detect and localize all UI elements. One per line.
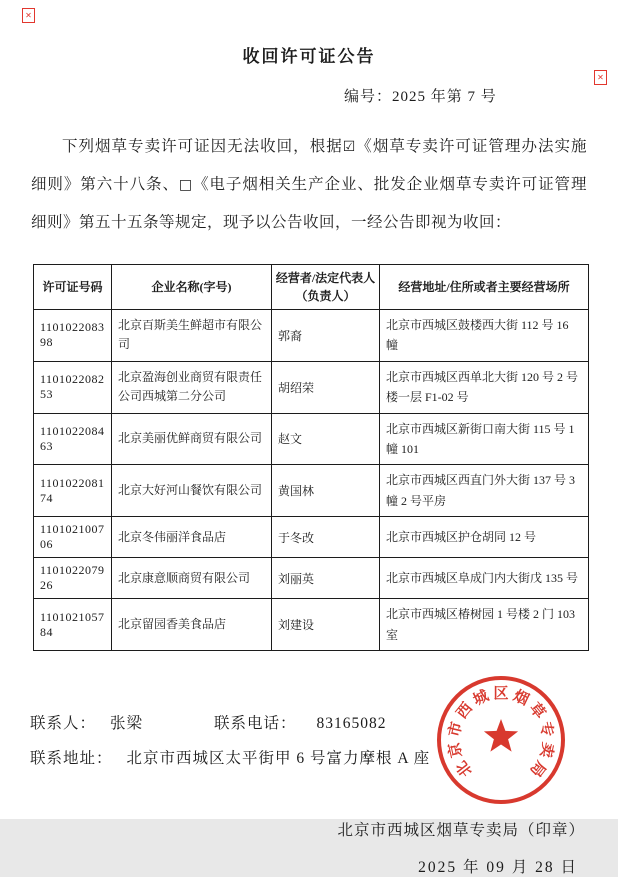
table-row <box>34 465 589 517</box>
header-row <box>34 265 589 310</box>
cell-operator: 赵文 <box>272 413 380 465</box>
stamp-text-char: 区 <box>493 686 509 702</box>
stamp-text-char: 京 <box>446 740 466 759</box>
stamp-text-char: 西 <box>454 700 477 723</box>
body-segment: 《烟草专卖许可证管理办法实施细则》第六十八条、 <box>31 138 587 193</box>
cell-company-name: 北京大好河山餐饮有限公司 <box>112 465 272 517</box>
empty-checkbox-icon: □ <box>178 177 194 193</box>
cell-license-number: 110102208463 <box>34 413 112 465</box>
license-table-header <box>34 265 589 310</box>
col-header-company-name: 企业名称(字号) <box>112 265 272 310</box>
cell-company-name: 北京留园香美食品店 <box>112 599 272 651</box>
stamp-text-char: 局 <box>526 757 549 780</box>
cell-address: 北京市西城区鼓楼西大街 112 号 16 幢 <box>380 310 589 362</box>
cell-operator: 黄国林 <box>272 465 380 517</box>
broken-glyph-icon: ✕ <box>594 70 607 85</box>
official-seal-stamp <box>432 671 570 809</box>
col-header-address: 经营地址/住所或者主要经营场所 <box>380 265 589 310</box>
contact-address-label: 联系地址： <box>30 749 113 767</box>
cell-company-name: 北京康意顺商贸有限公司 <box>112 558 272 599</box>
cell-address: 北京市西城区西直门外大街 137 号 3 幢 2 号平房 <box>380 465 589 517</box>
license-table <box>33 264 589 651</box>
cell-address: 北京市西城区新街口南大街 115 号 1 幢 101 <box>380 413 589 465</box>
cell-company-name: 北京美丽优鲜商贸有限公司 <box>112 413 272 465</box>
cell-license-number: 110102208174 <box>34 465 112 517</box>
stamp-text-char: 城 <box>470 688 492 709</box>
cell-company-name: 北京冬伟丽洋食品店 <box>112 517 272 558</box>
document-number: 编号：2025 年第 7 号 <box>344 89 497 105</box>
cell-company-name: 北京盈海创业商贸有限责任公司西城第二分公司 <box>112 361 272 413</box>
cell-operator: 刘丽英 <box>272 558 380 599</box>
table-row <box>34 413 589 465</box>
stamp-text-char: 北 <box>453 757 476 780</box>
table-row <box>34 361 589 413</box>
cell-company-name: 北京百斯美生鲜超市有限公司 <box>112 310 272 362</box>
cell-address: 北京市西城区护仓胡同 12 号 <box>380 517 589 558</box>
cell-operator: 刘建设 <box>272 599 380 651</box>
announcement-body <box>31 128 587 242</box>
issuer-line: 北京市西城区烟草专卖局（印章） <box>337 821 585 839</box>
stamp-text-char: 烟 <box>510 688 532 709</box>
body-segment: 《电子烟相关生产企业、批发企业烟草专卖许可证管理细则》第五十五条等规定，现予以公告收回，一经公告即视为收回： <box>31 176 587 231</box>
stamp-text-char: 专 <box>536 720 556 739</box>
contact-address-value: 北京市西城区太平街甲 6 号富力摩根 A 座 <box>126 749 431 767</box>
contact-phone-label: 联系电话： <box>214 714 297 732</box>
cell-license-number: 110102208253 <box>34 361 112 413</box>
col-header-operator: 经营者/法定代表人 （负责人） <box>272 265 380 310</box>
body-segment: 下列烟草专卖许可证因无法收回，根据 <box>62 138 343 155</box>
cell-operator: 于冬改 <box>272 517 380 558</box>
stamp-star-icon <box>484 719 518 752</box>
cell-license-number: 110102208398 <box>34 310 112 362</box>
cell-license-number: 110102207926 <box>34 558 112 599</box>
stamp-text-char: 卖 <box>536 740 556 759</box>
table-row <box>34 517 589 558</box>
cell-license-number: 110102100706 <box>34 517 112 558</box>
cell-address: 北京市西城区阜成门内大街戊 135 号 <box>380 558 589 599</box>
contact-person-label: 联系人： <box>30 714 97 732</box>
cell-address: 北京市西城区椿树园 1 号楼 2 门 103 室 <box>380 599 589 651</box>
license-table-body <box>34 310 589 651</box>
table-row <box>34 599 589 651</box>
issue-date: 2025 年 09 月 28 日 <box>418 858 578 876</box>
cell-license-number: 110102105784 <box>34 599 112 651</box>
checked-checkbox-icon: ☑ <box>342 139 356 155</box>
stamp-text-char: 市 <box>446 720 466 739</box>
contact-person-value: 张梁 <box>110 714 144 732</box>
cell-address: 北京市西城区西单北大街 120 号 2 号楼一层 F1-02 号 <box>380 361 589 413</box>
contact-phone-value: 83165082 <box>316 714 387 732</box>
table-row <box>34 558 589 599</box>
broken-glyph-icon: ✕ <box>22 8 35 23</box>
table-row <box>34 310 589 362</box>
cell-operator: 胡绍荣 <box>272 361 380 413</box>
cell-operator: 郭裔 <box>272 310 380 362</box>
col-header-license-number: 许可证号码 <box>34 265 112 310</box>
stamp-text-char: 草 <box>525 700 548 723</box>
page-title: 收回许可证公告 <box>242 47 376 66</box>
